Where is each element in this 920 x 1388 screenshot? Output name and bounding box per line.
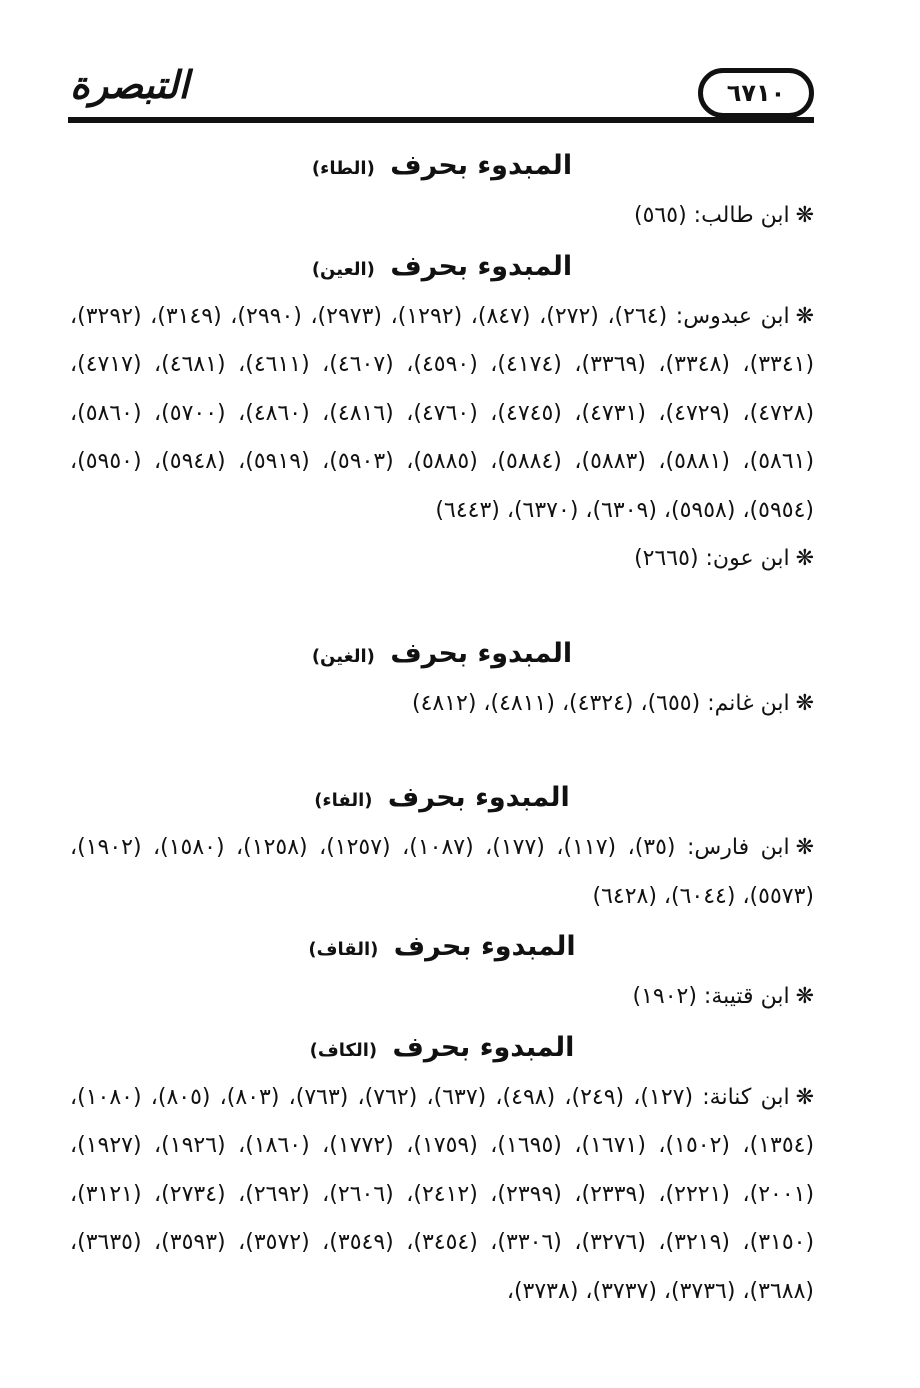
index-entry — [70, 1074, 814, 1317]
entry-text: ابن طالب: (٥٦٥) — [634, 203, 790, 228]
index-entry — [70, 192, 814, 241]
index-entry — [70, 535, 814, 584]
section-heading: المبدوء بحرف (الطاء) — [311, 150, 573, 181]
page-number-badge — [698, 68, 814, 118]
star-icon: ❋ — [795, 984, 814, 1009]
index-entry — [70, 973, 814, 1022]
page-number: ٦٧١٠ — [726, 79, 786, 107]
entry-text: ابن فارس: (٣٥)، (١١٧)، (١٧٧)، (١٠٨٧)، (١٢٥٧)، (١٢٥٨)، (١٥٨٠)، (١٩٠٢)، (٥٥٧٣)، (٦٠٤٤)، (٦٤٢٨) — [70, 835, 814, 909]
index-entry — [70, 293, 814, 536]
section-heading: المبدوء بحرف (الفاء) — [314, 782, 570, 813]
star-icon: ❋ — [795, 546, 814, 571]
star-icon: ❋ — [795, 203, 814, 228]
section-heading: المبدوء بحرف (القاف) — [308, 931, 576, 962]
entry-text: ابن عبدوس: (٢٦٤)، (٢٧٢)، (٨٤٧)، (١٢٩٢)، (٢٩٧٣)، (٢٩٩٠)، (٣١٤٩)، (٣٢٩٢)، (٣٣٤١)، (٣٣٤٨)، (٣٣٦٩)، (٤١٧٤)، (٤٥٩٠)، (٤٦٠٧)، (٤٦١١)، (٤٦٨١)، (٤٧١٧)، (٤٧٢٨)، (٤٧٢٩)، (٤٧٣١)، (٤٧٤٥)، (٤٧٦٠)، (٤٨١٦)، (٤٨٦٠)، (٥٧٠٠)، (٥٨٦٠)، (٥٨٦١)، (٥٨٨١)، (٥٨٨٣)، (٥٨٨٤)، (٥٨٨٥)، (٥٩٠٣)، (٥٩١٩)، (٥٩٤٨)، (٥٩٥٠)، (٥٩٥٤)، (٥٩٥٨)، (٦٣٠٩)، (٦٣٧٠)، (٦٤٤٣) — [70, 303, 815, 523]
star-icon: ❋ — [795, 690, 814, 716]
star-icon: ❋ — [795, 835, 815, 860]
index-entry — [70, 680, 814, 729]
spacer — [70, 728, 814, 772]
header-rule — [68, 117, 814, 123]
index-entry — [70, 824, 814, 921]
entry-text: ابن عون: (٢٦٦٥) — [634, 546, 790, 571]
star-icon: ❋ — [795, 1084, 815, 1110]
entry-text: ابن غانم: (٦٥٥)، (٤٣٢٤)، (٤٨١١)، (٤٨١٢) — [411, 690, 790, 716]
section-heading: المبدوء بحرف (العين) — [311, 250, 573, 282]
entry-text: ابن قتيبة: (١٩٠٢) — [632, 984, 790, 1009]
book-title: التبصرة — [70, 62, 189, 107]
index-content — [70, 140, 814, 1316]
entry-text: ابن كنانة: (١٢٧)، (٢٤٩)، (٤٩٨)، (٦٣٧)، (٧٦٢)، (٧٦٣)، (٨٠٣)، (٨٠٥)، (١٠٨٠)، (١٣٥٤)، (١٥٠٢)، (١٦٧١)، (١٦٩٥)، (١٧٥٩)، (١٧٧٢)، (١٨٦٠)، (١٩٢٦)، (١٩٢٧)، (٢٠٠١)، (٢٢٢١)، (٢٣٣٩)، (٢٣٩٩)، (٢٤١٢)، (٢٦٠٦)، (٢٦٩٢)، (٢٧٣٤)، (٣١٢١)، (٣١٥٠)، (٣٢١٩)، (٣٢٧٦)، (٣٣٠٦)، (٣٤٥٤)، (٣٥٤٩)، (٣٥٧٢)، (٣٥٩٣)، (٣٦٣٥)، (٣٦٨٨)، (٣٧٣٦)، (٣٧٣٧)، (٣٧٣٨)، — [70, 1084, 815, 1304]
spacer — [70, 584, 814, 628]
star-icon: ❋ — [795, 303, 815, 329]
section-heading: المبدوء بحرف (الكاف) — [309, 1031, 575, 1063]
page-header — [68, 60, 814, 126]
section-heading: المبدوء بحرف (الغين) — [311, 637, 573, 669]
